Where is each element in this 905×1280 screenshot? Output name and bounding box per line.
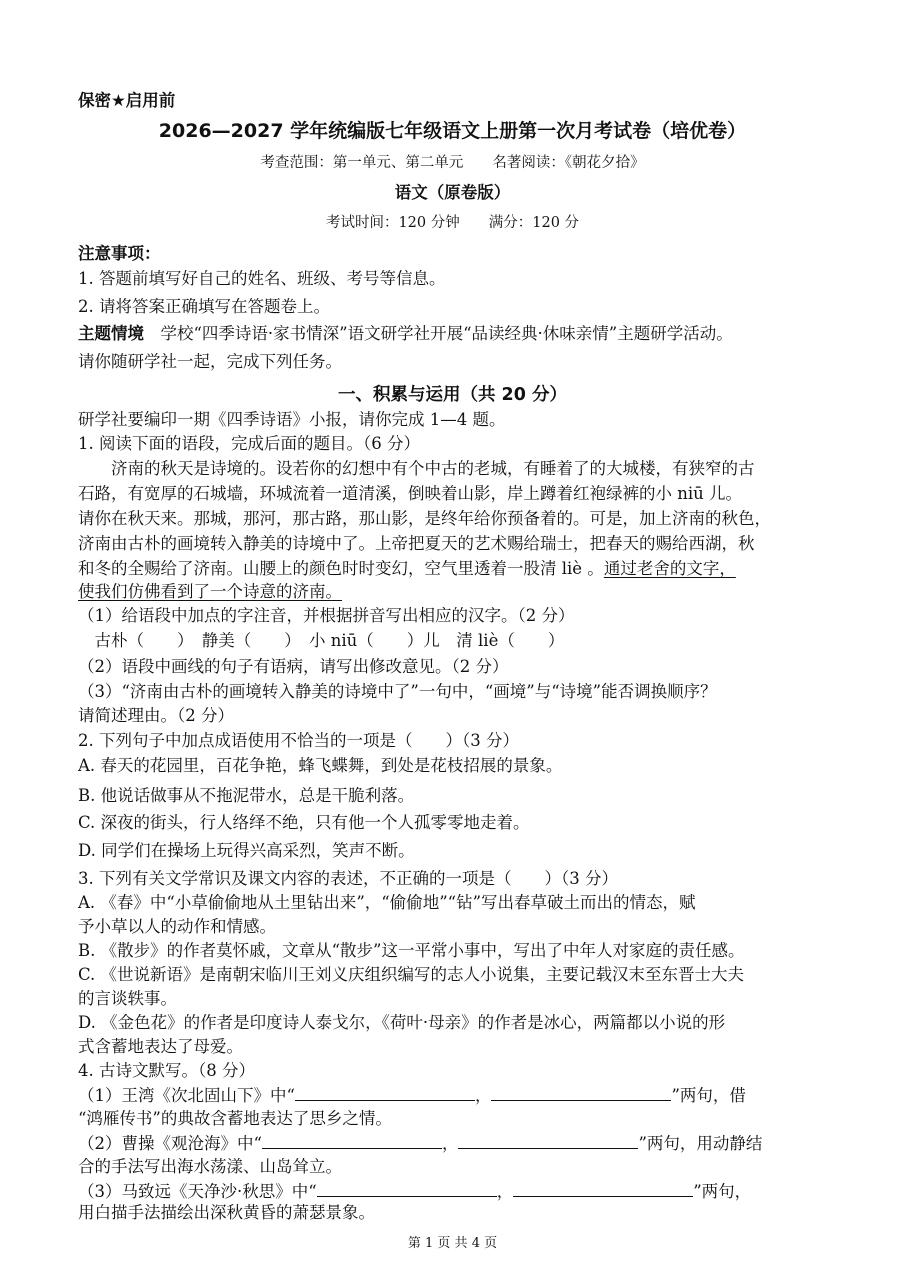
q4-sub: 合的手法写出海水荡漾、山岛耸立。 xyxy=(78,1157,342,1176)
passage-line xyxy=(78,558,827,580)
q4-text: （2）曹操《观沧海》中“ xyxy=(78,1134,262,1153)
q1-options: 古朴（ ） 静美（ ） 小 niū（ ）儿 清 liè（ ） xyxy=(78,631,565,650)
section-heading: 一、积累与运用（共 20 分） xyxy=(337,385,568,405)
q3-option: 式含蓄地表达了母爱。 xyxy=(78,1037,243,1056)
q3-option: A. 《春》中“小草偷偷地从土里钻出来”，“偷偷地”“钻”写出春草破土而出的情态，赋 xyxy=(78,893,696,912)
answer-blank[interactable] xyxy=(295,1084,475,1101)
q1-sub: （2）语段中画线的句子有语病，请写出修改意见。（2 分） xyxy=(78,657,509,676)
q3-option: B. 《散步》的作者莫怀戚，文章从“散步”这一平常小事中，写出了中年人对家庭的责任感。 xyxy=(78,941,745,960)
theme-line xyxy=(78,323,827,345)
q1-sub: 请简述理由。（2 分） xyxy=(78,706,234,725)
q2-option: A. 春天的花园里，百花争艳，蜂飞蝶舞，到处是花枝招展的景象。 xyxy=(78,756,563,775)
q3-option: 予小草以人的动作和情感。 xyxy=(78,917,276,936)
passage-line: 石路，有宽厚的石城墙，环城流着一道清溪，倒映着山影，岸上蹲着红袍绿裤的小 niū 儿。 xyxy=(78,484,743,503)
q3-option: D. 《金色花》的作者是印度诗人泰戈尔，《荷叶·母亲》的作者是冰心，两篇都以小说的形 xyxy=(78,1013,726,1032)
exam-title: 2026—2027 学年统编版七年级语文上册第一次月考试卷（培优卷） xyxy=(158,120,747,142)
answer-blank[interactable] xyxy=(262,1132,442,1149)
q1-stem: 1. 阅读下面的语段，完成后面的题目。（6 分） xyxy=(78,434,420,453)
q4-sub: 用白描手法描绘出深秋黄昏的萧瑟景象。 xyxy=(78,1203,375,1222)
q4-text: （1）王湾《次北固山下》中“ xyxy=(78,1086,295,1105)
exam-subtitle: 语文（原卷版） xyxy=(394,183,511,202)
q4-text: （3）马致远《天净沙·秋思》中“ xyxy=(78,1182,317,1201)
passage-line: 济南的秋天是诗境的。设若你的幻想中有个中古的老城，有睡着了的大城楼，有狭窄的古 xyxy=(78,459,755,478)
q4-text: ， xyxy=(474,1086,492,1105)
underlined-sentence: 使我们仿佛看到了一个诗意的济南。 xyxy=(78,582,342,601)
theme-label: 主题情境 xyxy=(78,324,144,343)
q4-sub xyxy=(78,1084,827,1107)
notice-item: 2. 请将答案正确填写在答题卷上。 xyxy=(78,297,330,316)
q3-option: 的言谈轶事。 xyxy=(78,989,177,1008)
exam-time: 考试时间：120 分钟 满分：120 分 xyxy=(325,215,580,231)
passage-line: 济南由古朴的画境转入静美的诗境中了。上帝把夏天的艺术赐给瑞士，把春天的赐给西湖，秋 xyxy=(78,534,755,553)
q4-text: ”两句，用动静结 xyxy=(638,1134,763,1153)
q4-text: ， xyxy=(441,1134,459,1153)
q4-sub: “鸿雁传书”的典故含蓄地表达了思乡之情。 xyxy=(78,1109,392,1128)
page-footer: 第 1 页 共 4 页 xyxy=(407,1236,498,1251)
q2-option: B. 他说话做事从不拖泥带水，总是干脆利落。 xyxy=(78,786,415,805)
q4-text: ”两句，借 xyxy=(671,1086,746,1105)
passage-line: 请你在秋天来。那城，那河，那古路，那山影，是终年给你预备着的。可是，加上济南的秋色， xyxy=(78,509,771,528)
passage-text: 和冬的全赐给了济南。山腰上的颜色时时变幻，空气里透着一股清 liè 。 xyxy=(78,559,604,578)
secret-label: 保密★启用前 xyxy=(78,91,176,110)
theme-text-2: 请你随研学社一起，完成下列任务。 xyxy=(78,352,342,371)
answer-blank[interactable] xyxy=(458,1132,638,1149)
q3-stem: 3. 下列有关文学常识及课文内容的表述，不正确的一项是（ ）（3 分） xyxy=(78,869,618,888)
q3-option: C. 《世说新语》是南朝宋临川王刘义庆组织编写的志人小说集，主要记载汉末至东晋士大夫 xyxy=(78,965,745,984)
q1-sub: （3）“济南由古朴的画境转入静美的诗境中了”一句中，“画境”与“诗境”能否调换顺序？ xyxy=(78,682,717,701)
q2-stem: 2. 下列句子中加点成语使用不恰当的一项是（ ）（3 分） xyxy=(78,731,519,750)
underlined-sentence: 通过老舍的文字， xyxy=(603,559,736,578)
q4-sub xyxy=(78,1180,827,1203)
q2-option: C. 深夜的街头，行人络绎不绝，只有他一个人孤零零地走着。 xyxy=(78,813,530,832)
q4-stem: 4. 古诗文默写。（8 分） xyxy=(78,1061,255,1080)
notice-item: 1. 答题前填写好自己的姓名、班级、考号等信息。 xyxy=(78,269,446,288)
exam-scope: 考查范围：第一单元、第二单元 名著阅读：《朝花夕拾》 xyxy=(260,155,645,171)
passage-line xyxy=(78,581,827,603)
q2-option: D. 同学们在操场上玩得兴高采烈，笑声不断。 xyxy=(78,841,415,860)
theme-text: 学校“四季诗语·家书情深”语文研学社开展“品读经典·休味亲情”主题研学活动。 xyxy=(144,324,733,343)
notice-heading: 注意事项： xyxy=(78,244,161,263)
q1-sub: （1）给语段中加点的字注音，并根据拼音写出相应的汉字。（2 分） xyxy=(78,606,575,625)
section-intro: 研学社要编印一期《四季诗语》小报，请你完成 1—4 题。 xyxy=(78,410,506,429)
q4-text: ”两句， xyxy=(693,1182,752,1201)
q4-sub xyxy=(78,1132,827,1155)
answer-blank[interactable] xyxy=(317,1180,497,1197)
q4-text: ， xyxy=(496,1182,514,1201)
answer-blank[interactable] xyxy=(513,1180,693,1197)
answer-blank[interactable] xyxy=(491,1084,671,1101)
